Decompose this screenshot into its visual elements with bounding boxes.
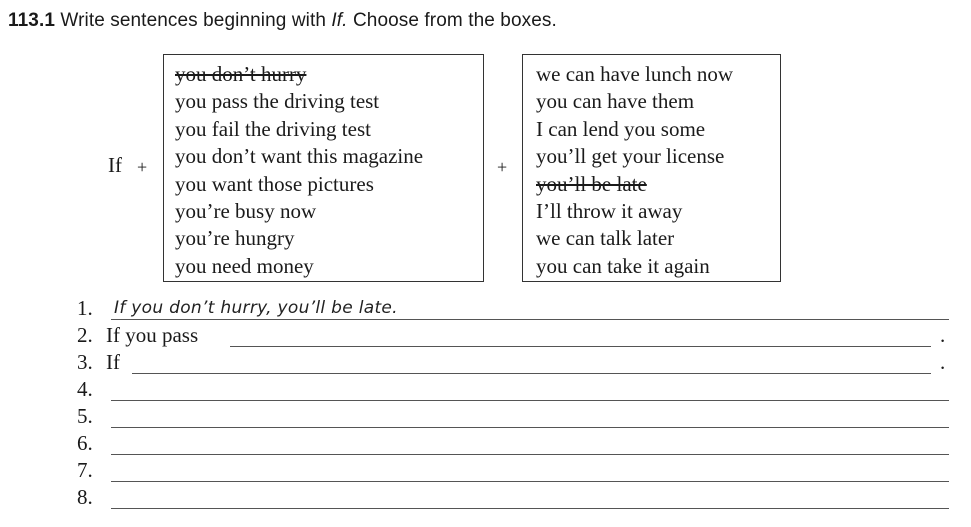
exercise-number: 113.1 — [8, 10, 55, 31]
condition-item: you pass the driving test — [175, 89, 380, 114]
answer-number: 5. — [77, 404, 93, 428]
condition-item: you don’t hurry — [175, 62, 307, 86]
answer-number: 8. — [77, 485, 93, 509]
answer-row — [0, 294, 971, 321]
instruction-text-end: Choose from the boxes. — [352, 10, 557, 31]
answer-prefix: If you pass — [106, 323, 199, 347]
condition-box — [163, 54, 484, 282]
plus-sign-left: + — [137, 157, 148, 177]
condition-item: you’re busy now — [175, 198, 317, 223]
answer-row — [0, 483, 971, 510]
answer-line[interactable] — [132, 373, 931, 374]
plus-sign-middle: + — [497, 157, 508, 177]
answer-number: 7. — [77, 458, 93, 482]
condition-item: you don’t want this magazine — [175, 144, 424, 169]
answer-number: 3. — [77, 350, 93, 374]
if-label: If — [108, 153, 122, 177]
result-item: I can lend you some — [536, 116, 706, 141]
answer-line[interactable] — [111, 454, 949, 455]
answer-row — [0, 429, 971, 456]
result-item: I’ll throw it away — [536, 198, 683, 223]
answer-line[interactable] — [111, 400, 949, 401]
answer-line[interactable] — [111, 319, 949, 320]
answer-line[interactable] — [230, 346, 931, 347]
condition-item: you need money — [175, 253, 314, 278]
result-item: you’ll be late — [536, 171, 647, 196]
result-item: we can talk later — [536, 226, 675, 251]
answer-period: . — [940, 323, 946, 347]
result-box — [522, 54, 781, 282]
instruction-text: Write sentences beginning with — [60, 10, 327, 31]
answer-row — [0, 348, 971, 375]
handwritten-answer: If you don’t hurry, you’ll be late. — [114, 298, 398, 318]
answer-number: 4. — [77, 377, 93, 401]
condition-item: you’re hungry — [175, 226, 295, 251]
condition-item: you fail the driving test — [175, 116, 371, 141]
exercise-title — [8, 10, 557, 32]
answer-line[interactable] — [111, 481, 949, 482]
answer-line[interactable] — [111, 427, 949, 428]
answer-row — [0, 402, 971, 429]
answer-row — [0, 375, 971, 402]
answer-number: 1. — [77, 296, 93, 320]
answer-number: 2. — [77, 323, 93, 347]
condition-list — [164, 55, 483, 280]
answer-period: . — [940, 350, 946, 374]
result-item: you can take it again — [536, 253, 710, 278]
condition-item: you want those pictures — [175, 171, 374, 196]
result-item: you’ll get your license — [536, 144, 725, 169]
result-item: we can have lunch now — [536, 62, 734, 86]
answer-row — [0, 456, 971, 483]
result-item: you can have them — [536, 89, 695, 114]
instruction-if: If. — [331, 10, 348, 31]
answer-line[interactable] — [111, 508, 949, 509]
answer-row — [0, 321, 971, 348]
result-list — [523, 55, 780, 280]
answer-number: 6. — [77, 431, 93, 455]
answer-prefix: If — [106, 350, 120, 374]
